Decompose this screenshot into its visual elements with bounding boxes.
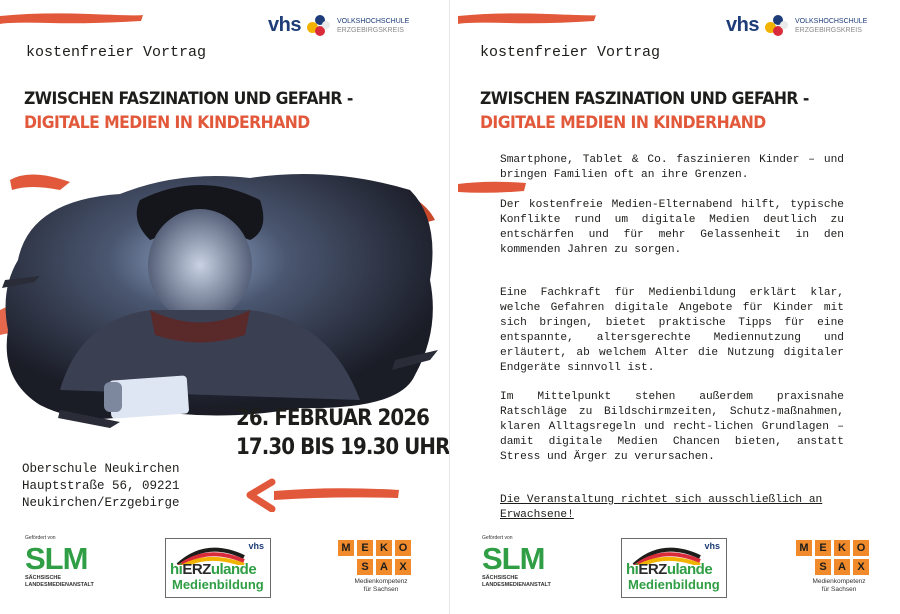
headline-line-1: ZWISCHEN FASZINATION UND GEFAHR -	[24, 89, 353, 109]
slm-logo: Gefördert von SLM SÄCHSISCHE LANDESMEDIENANSTALT	[25, 535, 94, 588]
event-time: 17.30 BIS 19.30 UHR	[236, 435, 450, 460]
arrow-left-icon	[244, 478, 404, 512]
audience-note: Die Veranstaltung richtet sich ausschließlich an Erwachsene!	[500, 494, 823, 521]
headline-line-2: DIGITALE MEDIEN IN KINDERHAND	[24, 113, 310, 133]
paragraph-3: Eine Fachkraft für Medienbildung erklärt klar, welche Gefahren digitale Angebote für Kinder mit sich bringen, bietet praktische Tipps für eine entspannte, altersgerechte Mediennutzung und erläutert, ab welchem Alter die Nutzung digitaler Endgeräte sinnvoll ist.	[500, 287, 844, 374]
event-date: 26. FEBRUAR 2026	[236, 406, 430, 431]
vhs-logo-dots-icon	[307, 15, 331, 37]
headline	[24, 87, 353, 135]
paragraph-4: Im Mittelpunkt stehen außerdem praxisnahe Ratschläge zu Bildschirmzeiten, Schutz-maßnahmen, klaren Alltagsregeln und recht-lichen Grundlagen – damit digitale Medien Chancen bieten, anstatt Stress und Ärger zu verursachen.	[500, 391, 844, 463]
slm-logo: Gefördert von SLM SÄCHSISCHE LANDESMEDIENANSTALT	[482, 535, 551, 588]
headline	[480, 87, 809, 135]
headline-line-1: ZWISCHEN FASZINATION UND GEFAHR -	[480, 89, 809, 109]
kicker-text: kostenfreier Vortrag	[480, 44, 661, 61]
mekosax-logo: M E K O S A X Medienkompetenz für Sachsen	[338, 540, 424, 594]
brush-stroke-decoration	[0, 11, 145, 27]
hierzulande-logo: vhs hiERZulande Medienbildung	[165, 538, 271, 598]
brush-stroke-decoration	[458, 11, 598, 27]
paragraph-2: Der kostenfreie Medien-Elternabend hilft, typische Konflikte rund um digitale Medien deutlich zu entschärfen und für mehr Gelassenheit in den kommenden Jahren zu sorgen.	[500, 199, 844, 256]
event-date-time	[236, 404, 449, 462]
mekosax-logo: M E K O S A X Medienkompetenz für Sachsen	[796, 540, 882, 594]
vhs-logo-dots-icon	[765, 15, 789, 37]
vhs-logo: vhs VOLKSHOCHSCHULE ERZGEBIRGSKREIS	[726, 14, 868, 36]
headline-line-2: DIGITALE MEDIEN IN KINDERHAND	[480, 113, 766, 133]
hierzulande-logo: vhs hiERZulande Medienbildung	[621, 538, 727, 598]
flyer-back-page	[450, 0, 900, 614]
vhs-logo: vhs VOLKSHOCHSCHULE ERZGEBIRGSKREIS	[268, 14, 410, 36]
intro-paragraph: Smartphone, Tablet & Co. faszinieren Kinder – und bringen Familien oft an ihre Grenzen.	[500, 154, 844, 181]
venue-address: Oberschule Neukirchen Hauptstraße 56, 09221 Neukirchen/Erzgebirge	[22, 462, 180, 510]
kicker-text: kostenfreier Vortrag	[26, 44, 207, 61]
